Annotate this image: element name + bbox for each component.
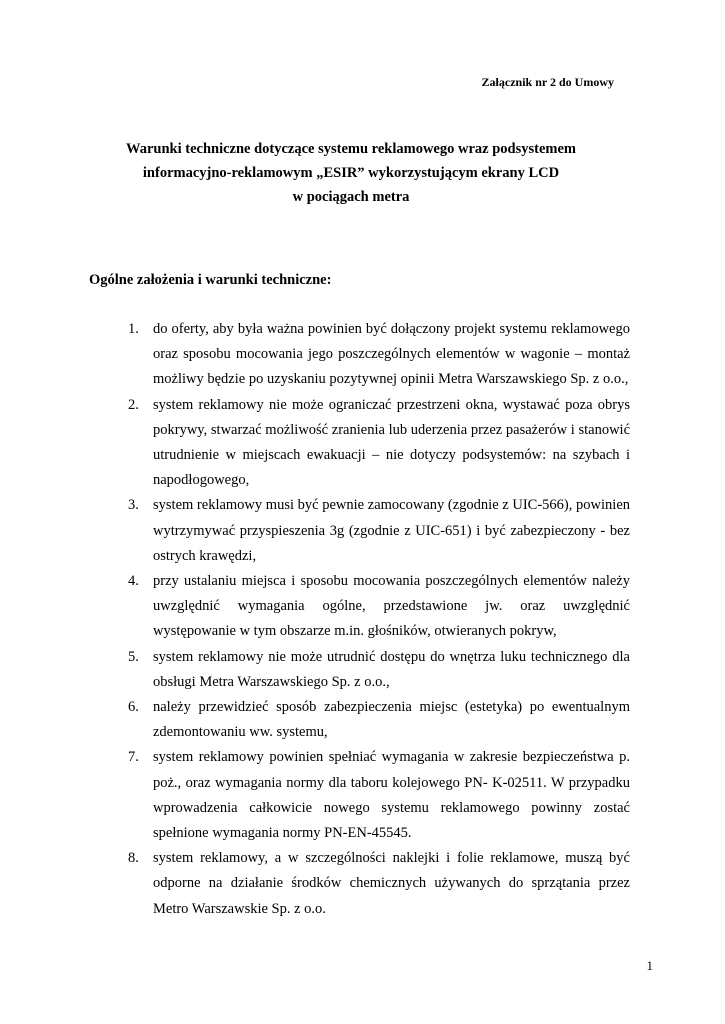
list-item-text: należy przewidzieć sposób zabezpieczenia miejsc (estetyka) po ewentualnym zdemontowaniu ww. systemu, [153, 699, 630, 741]
list-item-text: system reklamowy, a w szczególności naklejki i folie reklamowe, muszą być odporne na działanie środków chemicznych używanych do sprzątania przez Metro Warszawskie Sp. z o.o. [153, 850, 630, 917]
list-item [128, 317, 630, 393]
list-item [128, 493, 630, 569]
document-title [0, 137, 702, 209]
list-item [128, 745, 630, 846]
title-line-2: informacyjno-reklamowym „ESIR” wykorzystującym ekrany LCD [142, 165, 560, 181]
list-item-number: 7. [128, 749, 139, 766]
list-item-text: system reklamowy musi być pewnie zamocowany (zgodnie z UIC-566), powinien wytrzymywać przyspieszenia 3g (zgodnie z UIC-651) i być zabezpieczony - bez ostrych krawędzi, [153, 497, 630, 564]
list-item [128, 695, 630, 745]
list-item-number: 6. [128, 699, 139, 716]
list-item [128, 569, 630, 645]
list-item-number: 2. [128, 396, 139, 413]
list-item-number: 8. [128, 850, 139, 867]
list-item-text: do oferty, aby była ważna powinien być dołączony projekt systemu reklamowego oraz sposobu mocowania jego poszczególnych elementów w wagonie – montaż możliwy będzie po uzyskaniu pozytywnej opinii Metra Warszawskiego Sp. z o.o., [153, 321, 630, 388]
list-item-text: system reklamowy powinien spełniać wymagania w zakresie bezpieczeństwa p. poż., oraz wymagania normy dla taboru kolejowego PN- K-02511. W przypadku wprowadzenia całkowicie nowego systemu reklamowego powinny zostać spełnione wymagania normy PN-EN-45545. [153, 749, 630, 842]
list-item-text: przy ustalaniu miejsca i sposobu mocowania poszczególnych elementów należy uwzględnić wymagania ogólne, przedstawione jw. oraz uwzględnić występowanie w tym obszarze m.in. głośników, otwieranych pokryw, [153, 573, 630, 640]
list-item-text: system reklamowy nie może utrudnić dostępu do wnętrza luku technicznego dla obsługi Metra Warszawskiego Sp. z o.o., [153, 648, 630, 690]
requirements-list [128, 317, 630, 922]
list-item-number: 4. [128, 573, 139, 590]
page-number: 1 [646, 958, 653, 973]
list-item-number: 3. [128, 497, 139, 514]
list-item [128, 846, 630, 922]
list-item-number: 5. [128, 648, 139, 665]
list-item-text: system reklamowy nie może ograniczać przestrzeni okna, wystawać poza obrys pokrywy, stwarzać możliwość zranienia lub uderzenia przez pasażerów i stanowić utrudnienie w miejscach ewakuacji – nie dotyczy podsystemów: na szybach i napodłogowego, [153, 396, 630, 489]
title-line-3: w pociągach metra [292, 189, 410, 205]
annex-label: Załącznik nr 2 do Umowy [481, 75, 614, 89]
list-item-number: 1. [128, 321, 139, 337]
title-line-1: Warunki techniczne dotyczące systemu reklamowego wraz podsystemem [126, 141, 576, 157]
list-item [128, 645, 630, 695]
section-heading: Ogólne założenia i warunki techniczne: [89, 272, 332, 288]
list-item [128, 393, 630, 494]
